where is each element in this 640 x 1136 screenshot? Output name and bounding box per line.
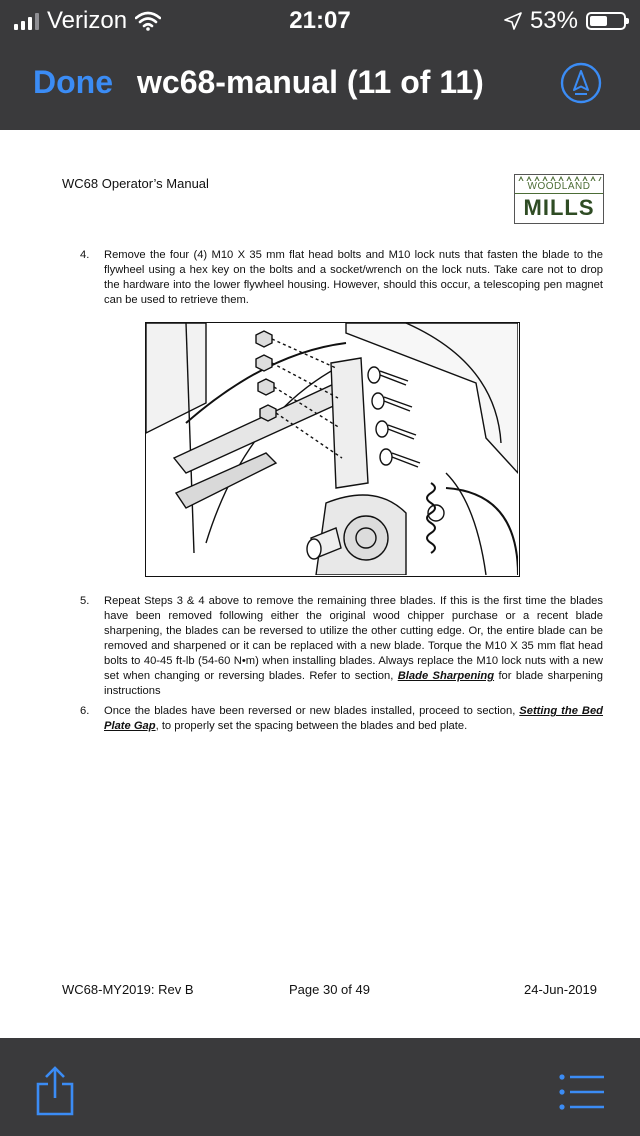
step-4 [80,248,603,308]
bed-plate-gap-link[interactable]: Setting the Bed Plate Gap [104,705,604,732]
step-text: Once the blades have been reversed or new blades installed, proceed to section, [104,705,520,717]
signal-bars-icon [14,12,39,30]
battery-icon [586,12,626,30]
carrier-label: Verizon [47,7,128,34]
step-text-end: , to properly set the spacing between the blades and bed plate. [155,720,468,732]
done-button[interactable]: Done [33,64,113,100]
nav-bar [0,40,640,130]
step-6 [80,704,603,734]
status-time: 21:07 [289,7,351,34]
status-bar [0,0,640,40]
step-number: 5. [80,595,90,607]
step-text: Remove the four (4) M10 X 35 mm flat head bolts and M10 lock nuts that fasten the blade to the flywheel using a hex key on the bolts and a socket/wrench on the lock nuts. Take care not to drop the hardware into the lower flywheel housing. However, should this occur, a telescoping pen magnet can be used to retrieve them. [104,249,603,306]
logo-top-text: WOODLAND [515,181,603,192]
logo-bottom-text: MILLS [523,195,595,220]
step-5 [80,594,603,699]
footer-revision: WC68-MY2019: Rev B [62,982,194,997]
bottom-toolbar [0,1038,640,1136]
blade-removal-diagram [145,322,520,577]
step-number: 6. [80,705,90,717]
document-title: wc68-manual (11 of 11) [137,64,484,100]
blade-sharpening-link[interactable]: Blade Sharpening [397,670,495,682]
status-right [504,7,626,35]
pdf-page[interactable] [0,130,640,1038]
step-text: Repeat Steps 3 & 4 above to remove the remaining three blades. If this is the first time the blades have been removed following either the original wood chipper purchase or a recent blade sharpening, the blades can be reversed to utilize the other cutting edge. Or, the entire blade can be removed and sharpened or it can be replaced with a new blade. Torque the M10 X 35 mm flat head bolts to 40-45 ft-lb (54-60 N•m) when installing blades. Always replace the M10 lock nuts with a new set when changing or reversing blades. Refer to section, [104,595,603,682]
footer-date: 24-Jun-2019 [524,982,597,997]
markup-pen-icon[interactable] [560,62,602,104]
wifi-icon [135,11,161,31]
woodland-mills-logo [514,174,604,224]
step-number: 4. [80,249,90,261]
manual-header: WC68 Operator’s Manual [62,176,209,191]
location-arrow-icon [504,12,522,30]
share-icon[interactable] [34,1066,76,1116]
footer-page-number: Page 30 of 49 [289,982,370,997]
list-icon[interactable] [558,1072,604,1112]
step-text-end: for blade sharpening instructions [104,670,603,697]
battery-percent: 53% [529,7,578,34]
flywheel-illustration [146,323,518,575]
status-left [14,7,161,35]
